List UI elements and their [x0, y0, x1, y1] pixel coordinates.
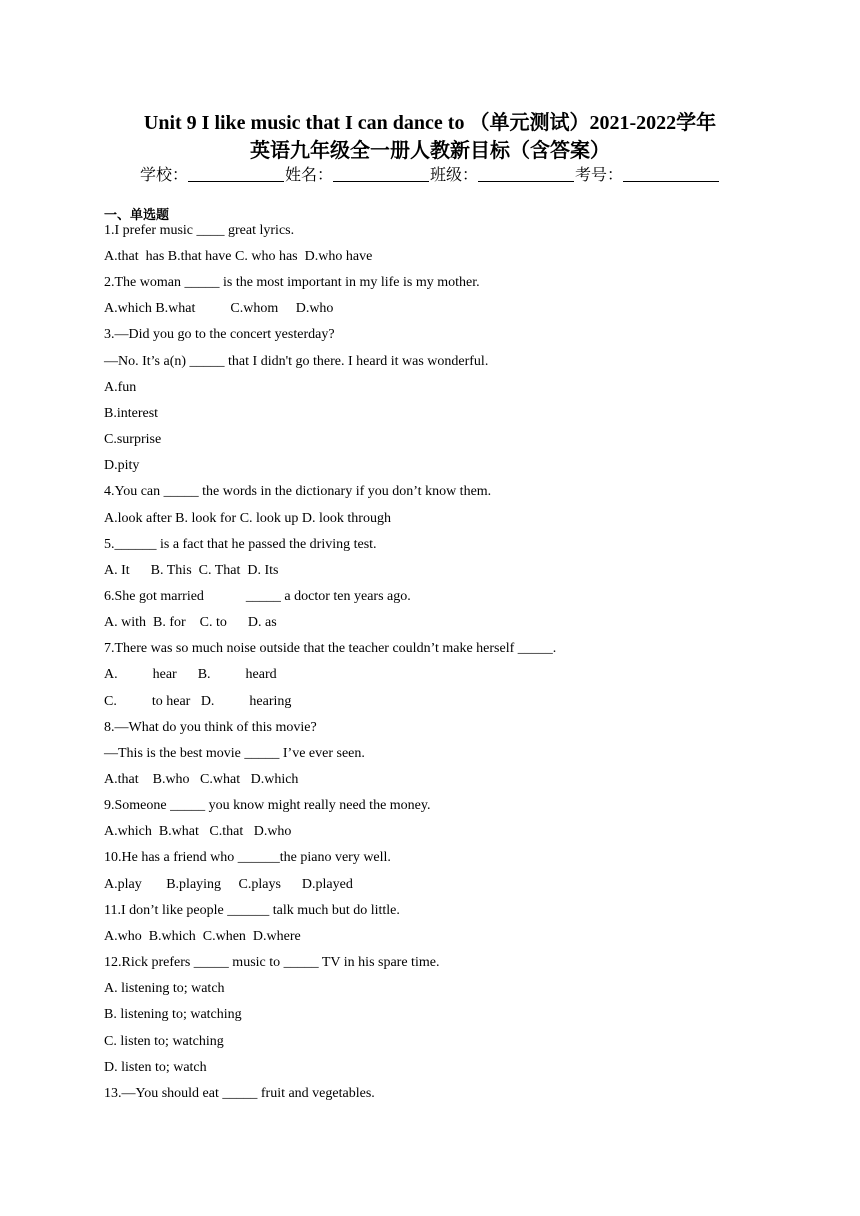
question-line: 10.He has a friend who ______the piano very well. — [104, 850, 391, 865]
option-line: D. listen to; watch — [104, 1060, 207, 1075]
options-line: C. to hear D. hearing — [104, 694, 292, 709]
document-title-line-2: 英语九年级全一册人教新目标（含答案） — [250, 140, 610, 162]
question-line: 6.She got married _____ a doctor ten years ago. — [104, 589, 411, 604]
options-line: A. hear B. heard — [104, 667, 277, 682]
options-line: A.which B.what C.whom D.who — [104, 301, 334, 316]
option-line: B. listening to; watching — [104, 1007, 242, 1022]
question-line: 3.—Did you go to the concert yesterday? — [104, 327, 335, 342]
question-line: 2.The woman _____ is the most important in my life is my mother. — [104, 275, 480, 290]
question-line: 1.I prefer music ____ great lyrics. — [104, 223, 295, 238]
option-line: A.fun — [104, 380, 137, 395]
option-line: D.pity — [104, 458, 140, 473]
options-line: A.look after B. look for C. look up D. look through — [104, 511, 391, 526]
options-line: A. It B. This C. That D. Its — [104, 563, 279, 578]
exam-number-label: 考号： — [575, 167, 624, 184]
option-line: C.surprise — [104, 432, 162, 447]
option-line: B.interest — [104, 406, 159, 421]
question-line: 13.—You should eat _____ fruit and vegetables. — [104, 1086, 375, 1101]
document-title-line-1: Unit 9 I like music that I can dance to （单元测试）2021-2022学年 — [143, 112, 717, 134]
options-line: A.play B.playing C.plays D.played — [104, 877, 353, 892]
exam-number-blank[interactable] — [623, 166, 719, 182]
option-line: A. listening to; watch — [104, 981, 225, 996]
question-line: 7.There was so much noise outside that the teacher couldn’t make herself _____. — [104, 641, 557, 656]
option-line: C. listen to; watching — [104, 1034, 224, 1049]
question-line: —No. It’s a(n) _____ that I didn't go there. I heard it was wonderful. — [104, 354, 489, 369]
question-line: 9.Someone _____ you know might really need the money. — [104, 798, 431, 813]
class-blank[interactable] — [478, 166, 574, 182]
question-line: 4.You can _____ the words in the dictionary if you don’t know them. — [104, 484, 492, 499]
options-line: A.that has B.that have C. who has D.who have — [104, 249, 373, 264]
section-title: 一、单选题 — [104, 208, 170, 223]
options-line: A.who B.which C.when D.where — [104, 929, 301, 944]
question-line: —This is the best movie _____ I’ve ever seen. — [104, 746, 365, 761]
options-line: A.that B.who C.what D.which — [104, 772, 299, 787]
student-info-fields — [0, 162, 860, 185]
name-blank[interactable] — [333, 166, 429, 182]
question-line: 11.I don’t like people ______ talk much but do little. — [104, 903, 400, 918]
question-line: 5.______ is a fact that he passed the driving test. — [104, 537, 377, 552]
options-line: A. with B. for C. to D. as — [104, 615, 277, 630]
class-label: 班级： — [430, 167, 479, 184]
question-line: 12.Rick prefers _____ music to _____ TV in his spare time. — [104, 955, 440, 970]
school-label: 学校： — [139, 167, 188, 184]
options-line: A.which B.what C.that D.who — [104, 824, 292, 839]
question-line: 8.—What do you think of this movie? — [104, 720, 317, 735]
school-blank[interactable] — [188, 166, 284, 182]
name-label: 姓名： — [284, 167, 333, 184]
